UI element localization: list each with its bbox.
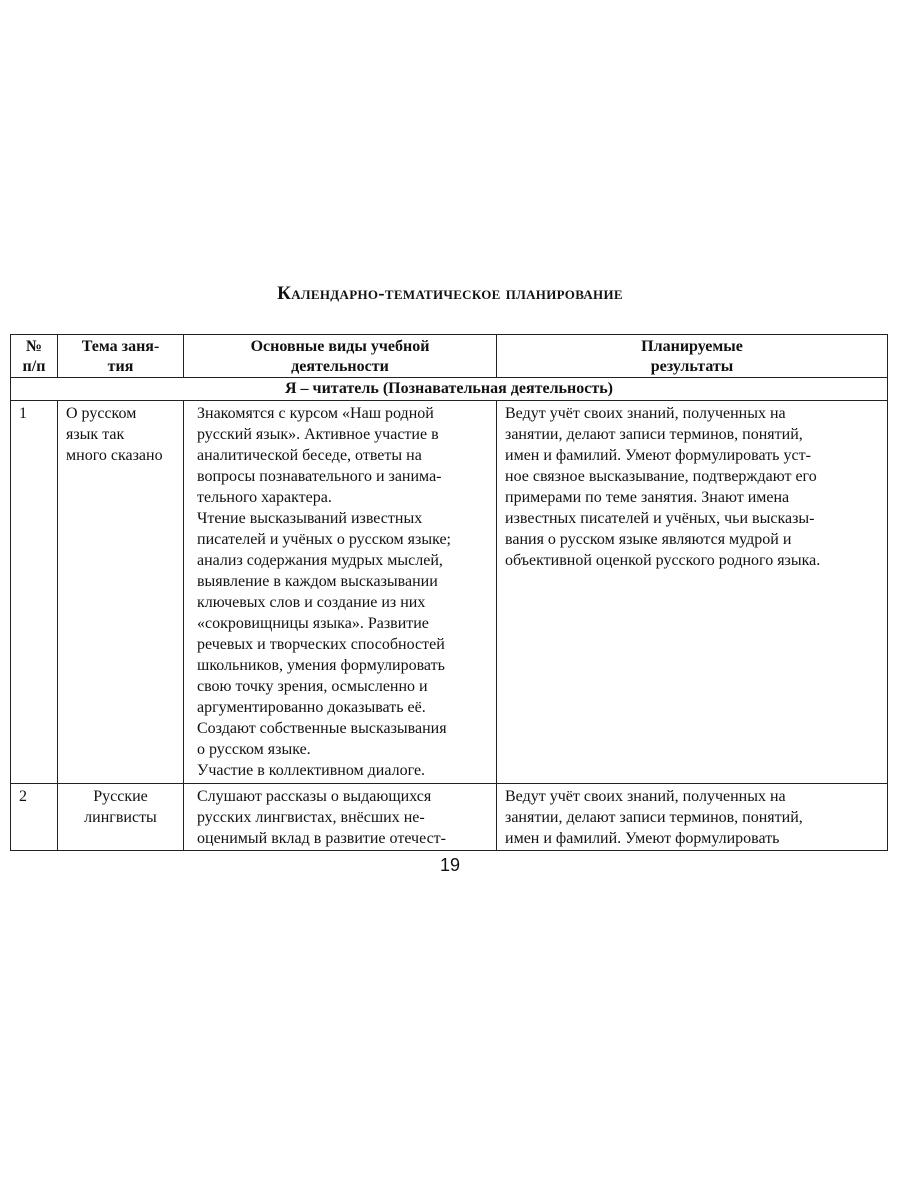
results-line: Ведут учёт своих знаний, полученных на — [505, 788, 786, 805]
topic-line: Русские — [93, 788, 148, 805]
activity-cell — [184, 784, 497, 851]
activity-line: тельного характера. — [197, 489, 332, 506]
results-line: примерами по теме занятия. Знают имена — [505, 489, 790, 506]
topic-line: О русском — [66, 405, 137, 422]
section-title: Я – читатель (Познавательная деятельность) — [11, 378, 888, 401]
results-line: Ведут учёт своих знаний, полученных на — [505, 405, 786, 422]
results-line: занятии, делают записи терминов, понятий, — [505, 426, 803, 443]
topic-line: лингвисты — [84, 809, 157, 826]
header-results-line-2: результаты — [650, 358, 734, 375]
header-topic-line-2: тия — [107, 358, 134, 375]
header-activity-line-1: Основные виды учебной — [250, 338, 430, 355]
activity-line: Создают собственные высказывания — [197, 720, 447, 737]
results-line: имен и фамилий. Умеют формулировать уст- — [505, 447, 811, 464]
activity-line: писателей и учёных о русском языке; — [197, 531, 451, 548]
activity-line: Участие в коллективном диалоге. — [197, 762, 426, 779]
activity-line: анализ содержания мудрых мыслей, — [197, 552, 443, 569]
section-row — [11, 378, 888, 401]
activity-line: русский язык». Активное участие в — [197, 426, 439, 443]
table-row — [11, 784, 888, 851]
header-activity-line-2: деятельности — [291, 358, 389, 375]
topic-line: язык так — [66, 426, 125, 443]
activity-cell — [184, 401, 497, 784]
activity-line: Чтение высказываний известных — [197, 510, 423, 527]
results-line: объективной оценкой русского родного языка. — [505, 552, 821, 569]
header-num-line-2: п/п — [22, 358, 46, 375]
activity-line: свою точку зрения, осмысленно и — [197, 678, 428, 695]
results-line: вания о русском языке являются мудрой и — [505, 531, 792, 548]
activity-line: ключевых слов и создание из них — [197, 594, 426, 611]
activity-line: о русском языке. — [197, 741, 311, 758]
header-num — [11, 335, 58, 378]
header-topic-line-1: Тема заня- — [81, 338, 160, 355]
activity-line: «сокровищницы языка». Развитие — [197, 615, 429, 632]
page-title: Календарно-тематическое планирование — [277, 283, 623, 304]
row-number: 1 — [11, 401, 58, 784]
topic-line: много сказано — [66, 447, 163, 464]
header-topic — [58, 335, 184, 378]
header-results-line-1: Планируемые — [641, 338, 743, 355]
activity-line: Знакомятся с курсом «Наш родной — [197, 405, 434, 422]
results-line: известных писателей и учёных, чьи высказы- — [505, 510, 815, 527]
activity-line: аналитической беседе, ответы на — [197, 447, 422, 464]
activity-line: речевых и творческих способностей — [197, 636, 445, 653]
results-cell — [497, 401, 888, 784]
row-number: 2 — [11, 784, 58, 851]
planning-table — [10, 334, 888, 851]
results-cell — [497, 784, 888, 851]
activity-line: оценимый вклад в развитие отечест- — [197, 830, 446, 847]
activity-line: вопросы познавательного и занима- — [197, 468, 442, 485]
activity-line: школьников, умения формулировать — [197, 657, 445, 674]
table-header-row — [11, 335, 888, 378]
page-number: 19 — [439, 855, 461, 875]
results-line: занятии, делают записи терминов, понятий, — [505, 809, 803, 826]
topic-cell — [58, 784, 184, 851]
activity-line: русских лингвистах, внёсших не- — [197, 809, 425, 826]
activity-line: аргументированно доказывать её. — [197, 699, 426, 716]
header-results — [497, 335, 888, 378]
header-num-line-1: № — [25, 338, 43, 355]
results-line: ное связное высказывание, подтверждают его — [505, 468, 817, 485]
table-row — [11, 401, 888, 784]
topic-cell — [58, 401, 184, 784]
header-activity — [184, 335, 497, 378]
activity-line: выявление в каждом высказывании — [197, 573, 438, 590]
results-line: имен и фамилий. Умеют формулировать — [505, 830, 780, 847]
activity-line: Слушают рассказы о выдающихся — [197, 788, 432, 805]
